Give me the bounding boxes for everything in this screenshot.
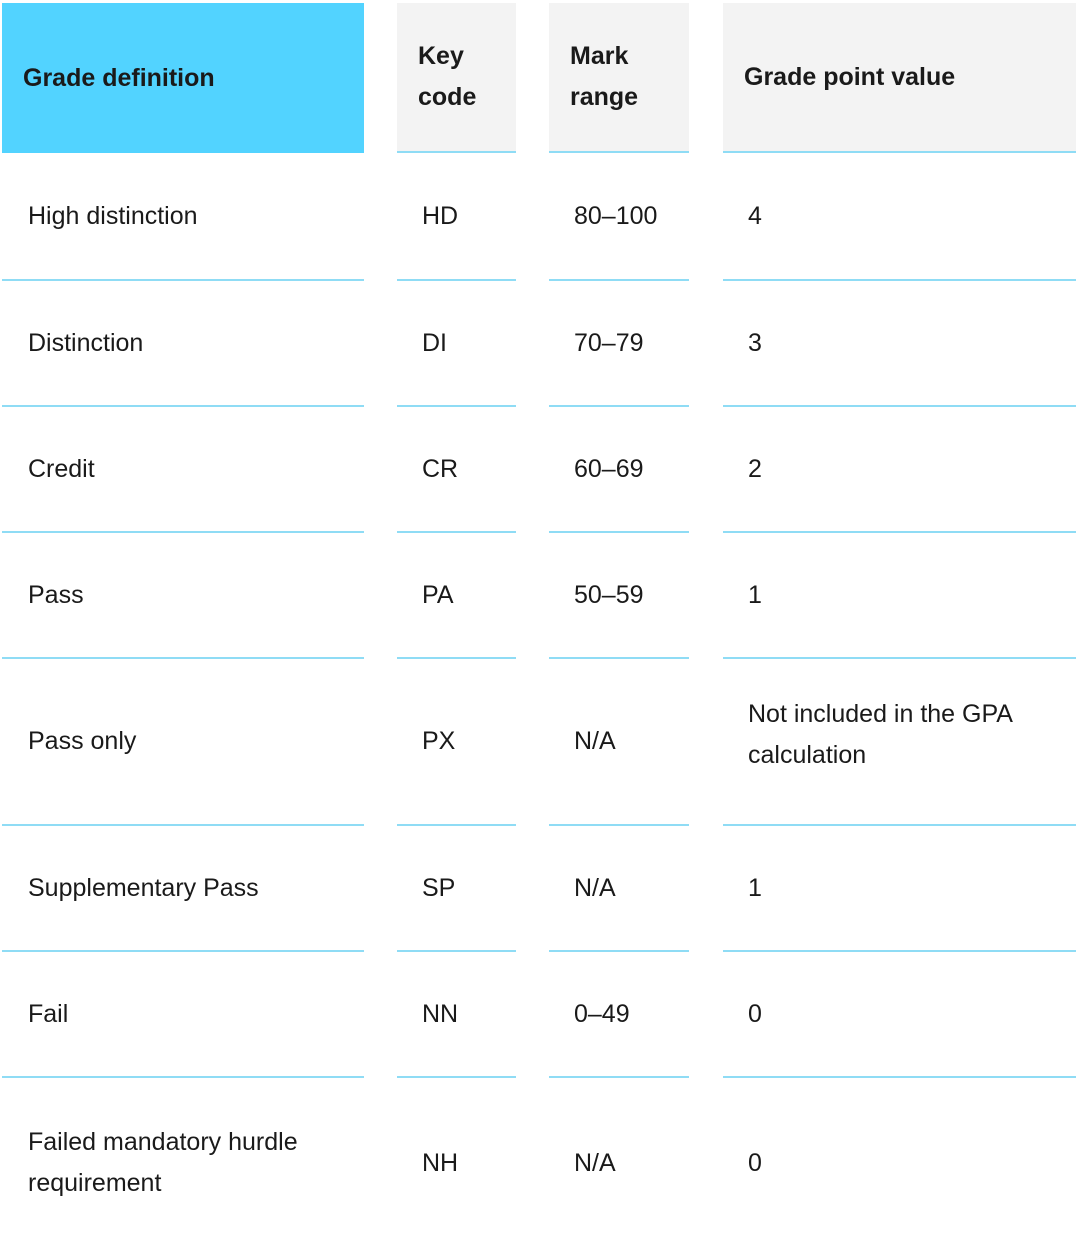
table-row-3-gpv (723, 533, 1076, 659)
header-key-code-label: Key code (418, 42, 477, 111)
cell-text: 1 (748, 873, 762, 902)
table-row-7-gpv (723, 1078, 1076, 1244)
cell-text: NH (422, 1148, 459, 1177)
table-row-0-gpv (723, 154, 1076, 281)
table-row-6-code (397, 952, 516, 1078)
table-row-3-code (397, 533, 516, 659)
table-row-7-range (549, 1078, 689, 1244)
header-grade-point-value-label: Grade point value (744, 62, 956, 91)
table-row-7-code (397, 1078, 516, 1244)
cell-text: Supplementary Pass (28, 873, 259, 902)
table-row-2-code (397, 407, 516, 533)
table-row-5-code (397, 826, 516, 952)
cell-text: Not included in the GPA calculation (748, 699, 1012, 769)
cell-text: 4 (748, 202, 762, 230)
cell-text: HD (422, 202, 459, 230)
cell-text: PA (422, 580, 454, 609)
cell-text: NN (422, 999, 459, 1028)
cell-text: Pass (28, 580, 84, 609)
header-grade-definition (2, 3, 364, 153)
cell-text: High distinction (28, 202, 198, 230)
cell-text: PX (422, 727, 456, 755)
cell-text: Credit (28, 454, 95, 483)
header-mark-range-label: Mark range (570, 42, 639, 111)
table-row-5-gpv (723, 826, 1076, 952)
table-row-1-range (549, 281, 689, 407)
table-row-4-definition (2, 659, 364, 826)
cell-text: 70–79 (574, 328, 644, 357)
header-mark-range (549, 3, 689, 153)
table-row-6-definition (2, 952, 364, 1078)
table-row-4-range (549, 659, 689, 826)
cell-text: CR (422, 454, 459, 483)
table-row-3-range (549, 533, 689, 659)
table-row-2-range (549, 407, 689, 533)
cell-text: Distinction (28, 328, 144, 357)
cell-text: DI (422, 328, 447, 357)
table-row-1-definition (2, 281, 364, 407)
cell-text: Failed mandatory hurdle requirement (28, 1128, 298, 1197)
cell-text: Pass only (28, 727, 137, 755)
cell-text: 3 (748, 328, 762, 357)
cell-text: N/A (574, 873, 616, 902)
cell-text: 0 (748, 999, 762, 1028)
table-row-5-range (549, 826, 689, 952)
table-row-4-code (397, 659, 516, 826)
cell-text: 60–69 (574, 454, 644, 483)
table-row-2-gpv (723, 407, 1076, 533)
cell-text: SP (422, 873, 456, 902)
table-row-6-range (549, 952, 689, 1078)
cell-text: 0–49 (574, 999, 630, 1028)
cell-text: N/A (574, 1148, 616, 1177)
header-grade-definition-label: Grade definition (23, 63, 215, 92)
table-row-0-range (549, 154, 689, 281)
cell-text: 0 (748, 1148, 762, 1177)
table-row-1-gpv (723, 281, 1076, 407)
cell-text: 2 (748, 454, 762, 483)
cell-text: 80–100 (574, 202, 658, 230)
cell-text: 50–59 (574, 580, 644, 609)
table-row-6-gpv (723, 952, 1076, 1078)
table-row-4-gpv (723, 659, 1076, 826)
table-row-2-definition (2, 407, 364, 533)
table-row-0-code (397, 154, 516, 281)
cell-text: 1 (748, 580, 762, 609)
cell-text: N/A (574, 727, 616, 755)
header-key-code (397, 3, 516, 153)
cell-text: Fail (28, 999, 69, 1028)
table-row-1-code (397, 281, 516, 407)
table-row-3-definition (2, 533, 364, 659)
header-grade-point-value (723, 3, 1076, 153)
table-row-0-definition (2, 154, 364, 281)
table-row-7-definition (2, 1078, 364, 1244)
table-row-5-definition (2, 826, 364, 952)
